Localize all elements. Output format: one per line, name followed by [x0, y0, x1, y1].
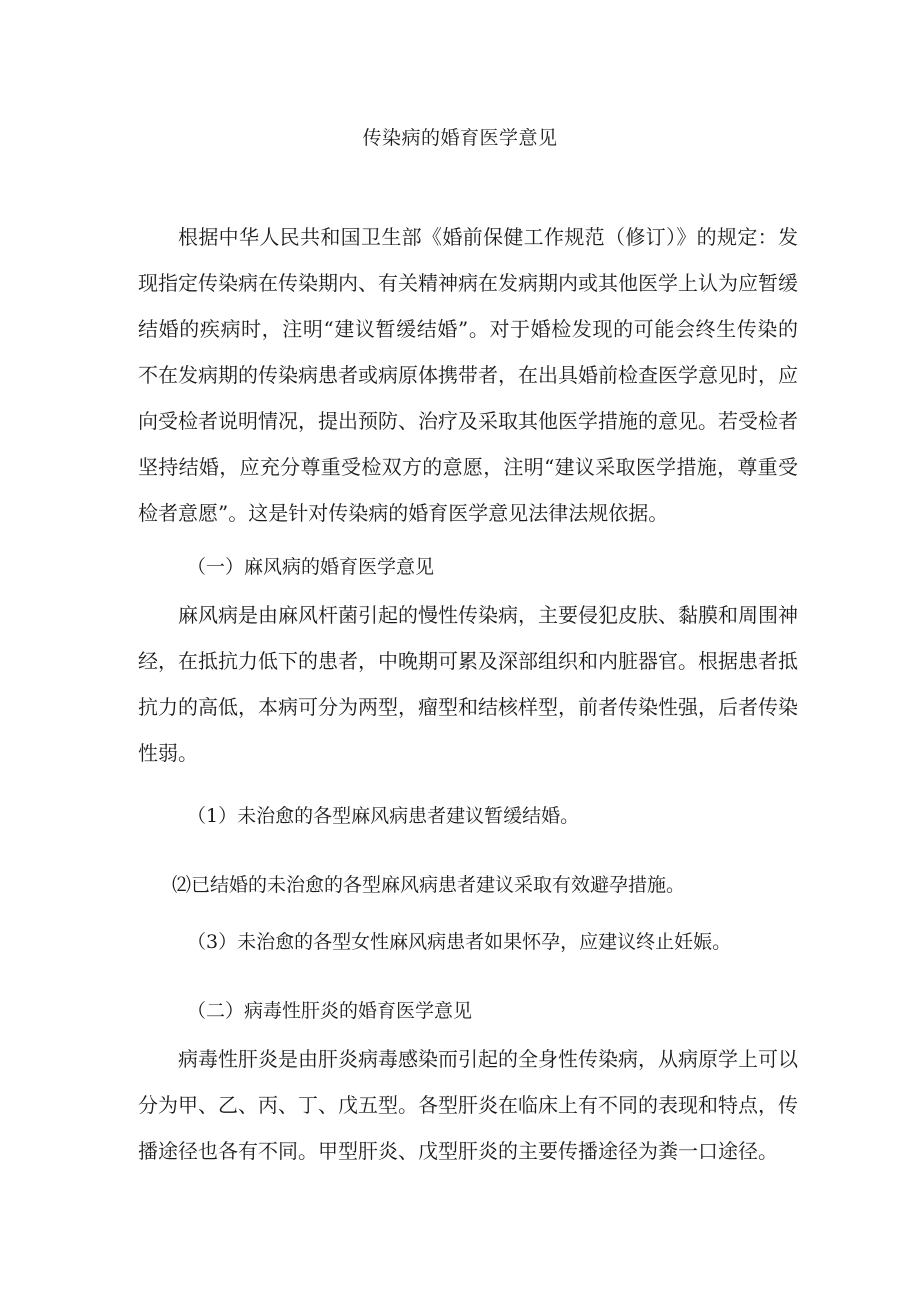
leprosy-paragraph: 麻风病是由麻风杆菌引起的慢性传染病，主要侵犯皮肤、黏膜和周围神经，在抵抗力低下的患者，中晚期可累及深部组织和内脏器官。根据患者抵抗力的高低，本病可分为两型，瘤型和结核样型，前者传染性强，后者传染性弱。	[138, 603, 798, 765]
document-title: 传染病的婚育医学意见	[362, 127, 558, 149]
section-heading-leprosy: （一）麻风病的婚育医学意见	[187, 556, 435, 578]
section-heading-hepatitis: （二）病毒性肝炎的婚育医学意见	[187, 1000, 473, 1022]
leprosy-item-1: （1）未治愈的各型麻风病患者建议暂缓结婚。	[187, 805, 580, 827]
leprosy-item-3: （3）未治愈的各型女性麻风病患者如果怀孕，应建议终止妊娠。	[187, 931, 732, 953]
leprosy-item-2: ⑵已结婚的未治愈的各型麻风病患者建议采取有效避孕措施。	[172, 874, 686, 896]
hepatitis-paragraph: 病毒性肝炎是由肝炎病毒感染而引起的全身性传染病，从病原学上可以分为甲、乙、丙、丁、戊五型。各型肝炎在临床上有不同的表现和特点，传播途径也各有不同。甲型肝炎、戊型肝炎的主要传播途径为粪一口途径。	[138, 1047, 798, 1163]
intro-paragraph: 根据中华人民共和国卫生部《婚前保健工作规范（修订）》的规定：发现指定传染病在传染期内、有关精神病在发病期内或其他医学上认为应暂缓结婚的疾病时，注明“建议暂缓结婚”。对于婚检发现的可能会终生传染的不在发病期的传染病患者或病原体携带者，在出具婚前检查医学意见时，应向受检者说明情况，提出预防、治疗及采取其他医学措施的意见。若受检者坚持结婚，应充分尊重受检双方的意愿，注明“建议采取医学措施，尊重受检者意愿”。这是针对传染病的婚育医学意见法律法规依据。	[138, 225, 798, 525]
